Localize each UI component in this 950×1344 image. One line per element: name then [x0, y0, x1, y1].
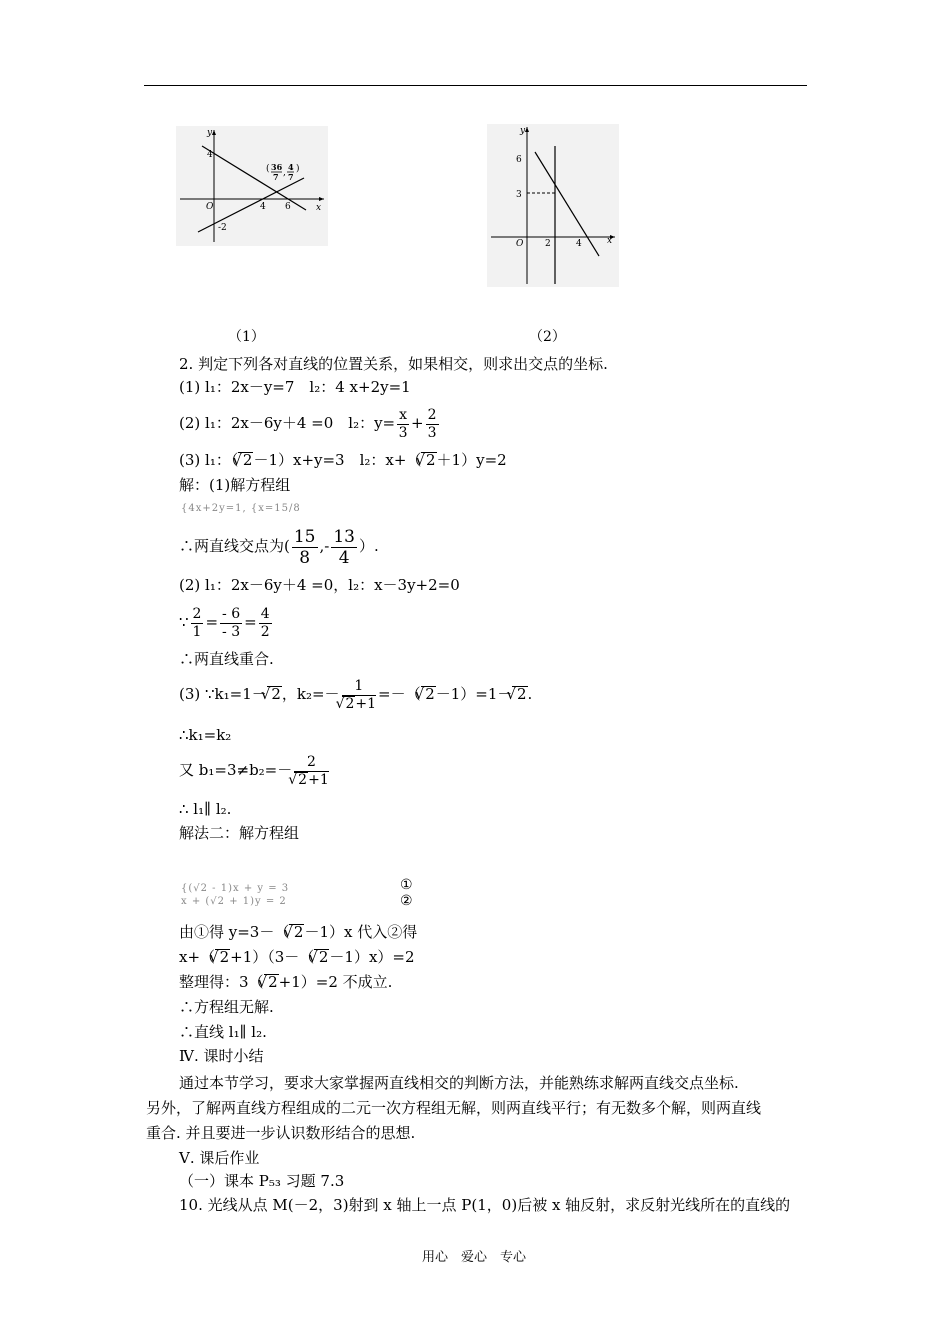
sol1-result-b: ）. [358, 537, 379, 555]
because-symbol: ∵ [179, 613, 189, 631]
solution-1-system-blurred: {4x+2y=1, {x=15/8 [181, 503, 301, 514]
figure-2 [487, 124, 619, 287]
frac-den: 8 [299, 547, 311, 568]
method-2-line-4: ∴方程组无解. [179, 998, 274, 1016]
den-tail: +1 [308, 771, 329, 788]
sqrt-2: √ 2 [264, 974, 279, 990]
fig2-ytick-6: 6 [516, 155, 522, 165]
equals: = [244, 613, 257, 631]
frac-num: 13 [333, 526, 355, 547]
frac-num: - 6 [222, 605, 241, 622]
frac-den [294, 772, 328, 789]
frac-num: 15 [293, 526, 316, 547]
summary-line-3: 重合. 并且要进一步认识数形结合的思想. [146, 1124, 416, 1142]
figure-1-caption: （1） [228, 329, 265, 345]
m2-l2-c: －1）x）=2 [329, 948, 415, 966]
circled-2: ② [400, 893, 413, 909]
solution-2-ratio [179, 600, 274, 644]
frac-num: x [399, 406, 408, 423]
m2-l2-a: x+（ [179, 948, 216, 966]
frac-den: 3 [427, 424, 437, 441]
fig2-ytick-3: 3 [516, 190, 522, 200]
m2-l1-a: 由①得 y=3－（ [179, 923, 290, 941]
fig1-point-yden: 7 [288, 172, 294, 182]
m2-l3-b: +1）=2 不成立. [278, 973, 393, 991]
frac-6-3 [220, 606, 242, 641]
q2-3-a: (3) l₁：（ [179, 451, 239, 469]
frac-den: 4 [338, 547, 350, 568]
fig2-axis-x: x [607, 236, 613, 246]
solution-1-heading: 解：(1)解方程组 [179, 476, 291, 494]
method-2-system-line-2: x + (√2 + 1)y = 2 [181, 896, 287, 907]
frac-num: 2 [192, 605, 202, 622]
sqrt-2: √ 2 [294, 772, 308, 788]
fig1-axis-y: y [207, 128, 213, 138]
section-5-heading: Ⅴ. 课后作业 [179, 1149, 260, 1167]
fig1-point-lparen: ( [266, 164, 270, 174]
solution-1-result [179, 524, 379, 568]
fig1-ytick-neg2: -2 [218, 223, 227, 233]
sqrt-2: √ 2 [215, 949, 230, 965]
solution-3-intercepts [179, 748, 331, 792]
figure-1 [176, 126, 328, 246]
fig1-axis-x: x [316, 203, 322, 213]
fig1-point-xnum: 36 [271, 162, 283, 172]
header-rule [144, 85, 807, 86]
sqrt-2: √ 2 [342, 696, 356, 712]
frac-2-sqrt2plus1 [294, 754, 328, 789]
fig1-point-xden: 7 [273, 172, 279, 182]
sol1-frac-13-4 [331, 527, 357, 568]
frac-den: - 3 [222, 623, 241, 640]
q2-3-b: －1）x+y=3 l₂：x+（ [253, 451, 422, 469]
sqrt-2: √ 2 [314, 949, 329, 965]
page-footer: 用心 爱心 专心 [422, 1250, 527, 1265]
figure-1-graph [176, 126, 328, 246]
frac-4-2 [259, 606, 272, 641]
solution-2-lines: (2) l₁：2x－6y＋4 =0，l₂：x－3y+2=0 [179, 576, 460, 594]
homework-line-1: （一）课本 P₅₃ 习题 7.3 [179, 1172, 345, 1190]
fig1-point-comma: , [283, 168, 286, 178]
method-2-line-5: ∴直线 l₁∥ l₂. [179, 1023, 267, 1041]
frac-1-sqrt2plus1 [342, 678, 376, 713]
fig1-origin: O [206, 202, 214, 212]
den-tail: +1 [355, 695, 377, 712]
frac-den: 1 [192, 623, 202, 640]
fig2-origin: O [516, 239, 524, 249]
sol3-a: (3) ∵k₁=1－ [179, 685, 267, 703]
frac-num: 1 [342, 678, 376, 696]
sol1-frac-15-8 [292, 527, 318, 568]
frac-den: 2 [260, 623, 270, 640]
sol1-result-a: ∴两直线交点为( [179, 537, 290, 555]
sol3-e: . [527, 685, 533, 703]
m2-l2-b: +1）（3－（ [230, 948, 315, 966]
q2-2-frac-x3 [397, 407, 409, 442]
method-2-line-1 [179, 924, 417, 940]
frac-2-1 [191, 606, 204, 641]
solution-3-k-equal: ∴k₁=k₂ [179, 726, 232, 744]
fig1-xtick-4: 4 [260, 202, 266, 212]
frac-num: 4 [260, 605, 270, 622]
figure-2-graph [487, 124, 619, 287]
sol1-mid: ,- [319, 537, 330, 555]
equals: = [205, 613, 219, 631]
sqrt-2: √ 2 [421, 452, 436, 468]
sqrt-2: √ 2 [289, 924, 304, 940]
fig1-point-ynum: 4 [288, 162, 294, 172]
fig1-ytick-4: 4 [207, 150, 213, 160]
section-4-heading: Ⅳ. 课时小结 [179, 1047, 264, 1065]
method-2-heading: 解法二：解方程组 [179, 824, 300, 842]
frac-num: 2 [294, 754, 328, 772]
question-2-part-1: (1) l₁：2x－y=7 l₂：4 x+2y=1 [179, 378, 411, 396]
sqrt-2: √ 2 [421, 686, 436, 702]
homework-line-2: 10. 光线从点 M(－2，3)射到 x 轴上一点 P(1，0)后被 x 轴反射，求反射光线所在的直线的 [179, 1196, 791, 1214]
q2-2-frac-23 [426, 407, 439, 442]
question-2-title: 2. 判定下列各对直线的位置关系，如果相交，则求出交点的坐标. [179, 355, 608, 373]
m2-l1-b: －1）x 代入②得 [304, 923, 418, 941]
q2-2-text: (2) l₁：2x－6y＋4 =0 l₂：y= [179, 414, 396, 432]
q2-3-c: ＋1）y=2 [436, 451, 507, 469]
sqrt-2: √ 2 [512, 686, 527, 702]
sol3-b: ，k₂=－ [281, 685, 340, 703]
fig1-point-rparen: ) [296, 164, 300, 174]
frac-den: 3 [398, 424, 408, 441]
fig2-xtick-4: 4 [576, 239, 582, 249]
fig2-axis-y: y [520, 126, 526, 136]
fig1-xtick-6: 6 [285, 202, 291, 212]
frac-num: 2 [427, 406, 437, 423]
summary-line-2: 另外，了解两直线方程组成的二元一次方程组无解，则两直线平行；有无数多个解，则两直线 [146, 1099, 762, 1117]
q2-2-plus: + [411, 414, 424, 432]
circled-1: ① [400, 877, 413, 893]
solution-3-parallel: ∴ l₁∥ l₂. [179, 800, 232, 818]
fig2-xtick-2: 2 [545, 239, 551, 249]
question-2-part-2 [179, 403, 441, 443]
sol3-d: －1）=1－ [435, 685, 513, 703]
question-2-part-3 [179, 452, 507, 468]
sqrt-2: √ 2 [267, 686, 282, 702]
method-2-system-line-1: {(√2 - 1)x + y = 3 [181, 883, 290, 894]
sol3-b1: 又 b₁=3≠b₂=－ [179, 761, 293, 779]
method-2-line-2 [179, 949, 415, 965]
method-2-line-3 [179, 974, 392, 990]
summary-line-1: 通过本节学习，要求大家掌握两直线相交的判断方法，并能熟练求解两直线交点坐标. [179, 1074, 739, 1092]
figure-2-caption: （2） [529, 329, 566, 345]
m2-l3-a: 整理得：3（ [179, 973, 264, 991]
sol3-c: =－（ [378, 685, 421, 703]
sqrt-2: √ 2 [238, 452, 253, 468]
frac-den [342, 696, 376, 713]
solution-3-slopes [179, 672, 532, 716]
solution-2-result: ∴两直线重合. [179, 650, 274, 668]
